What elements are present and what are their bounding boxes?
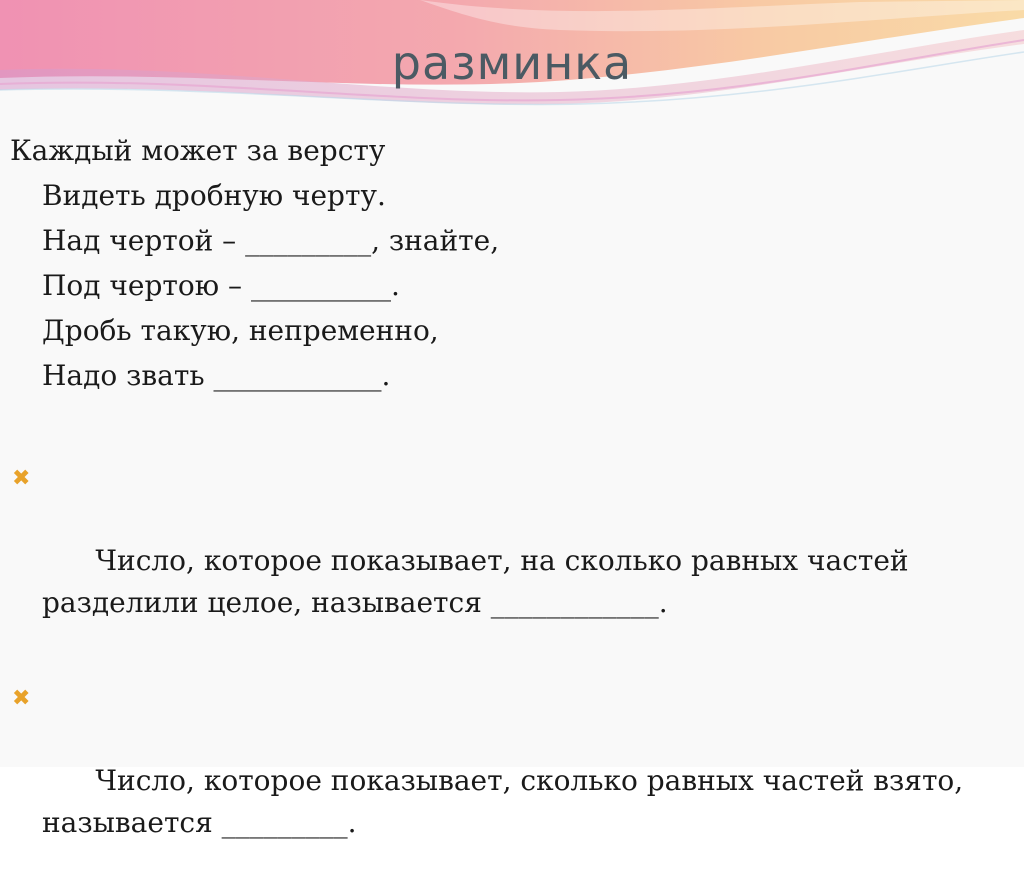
- slide-title: разминка: [391, 36, 633, 90]
- list-item: [10, 676, 1020, 886]
- x-bullet-icon: ✖: [12, 686, 31, 711]
- question-text: Число, которое показывает, на сколько равных частей разделили целое, называется ____________.: [42, 544, 918, 619]
- x-bullet-icon: ✖: [12, 466, 31, 491]
- poem-line: Дробь такую, непременно,: [42, 314, 439, 347]
- poem-line: Надо звать ____________.: [42, 359, 391, 392]
- poem-line: Каждый может за версту: [10, 134, 386, 167]
- poem-line: Видеть дробную черту.: [42, 179, 386, 212]
- question-text: Число, которое показывает, сколько равных частей взято, называется _________.: [42, 764, 973, 839]
- poem-block: [10, 128, 499, 398]
- questions-list: [10, 456, 1020, 896]
- poem-line: Под чертою – __________.: [42, 269, 400, 302]
- poem-line: Над чертой – _________, знайте,: [42, 224, 500, 257]
- list-item: [10, 456, 1020, 666]
